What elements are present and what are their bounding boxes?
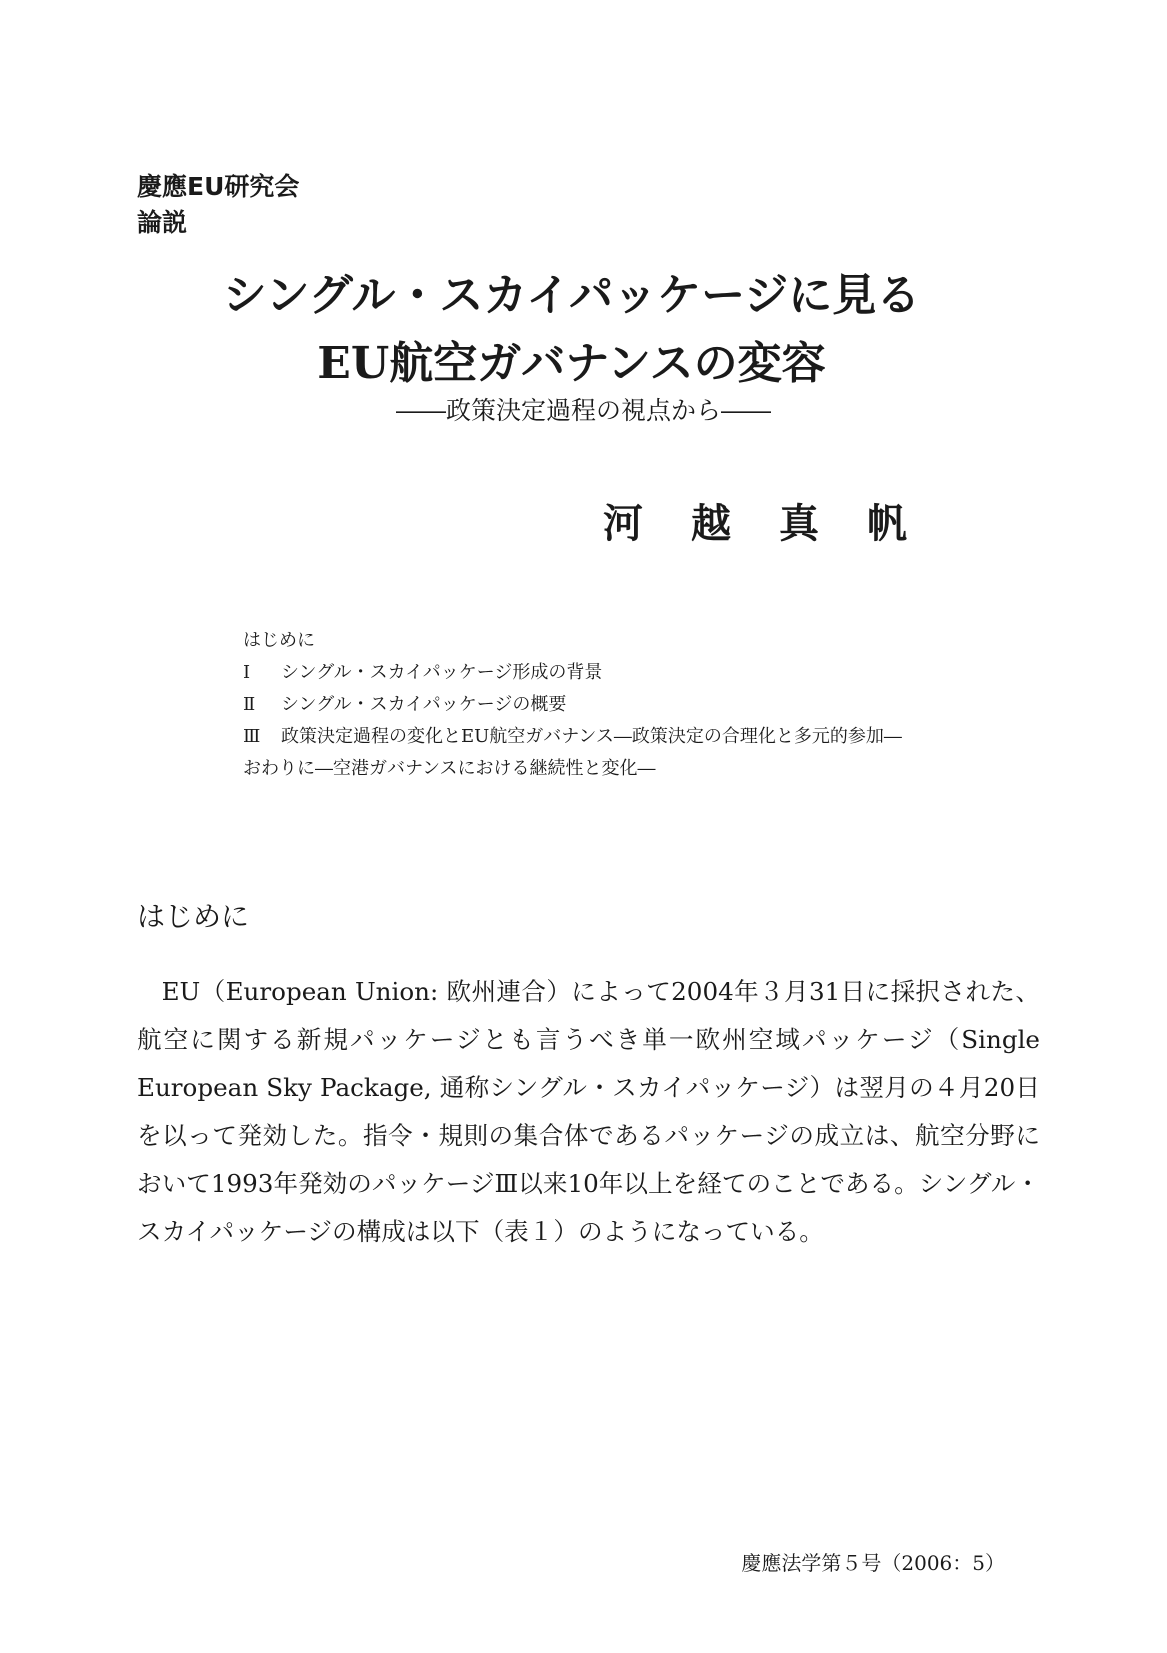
body-paragraph: EU（European Union: 欧州連合）によって2004年３月31日に採択された、航空に関する新規パッケージとも言うべき単一欧州空域パッケージ（Single European Sky Package, 通称シングル・スカイパッケージ）は翌月の４月20日を以って発効した。指令・規則の集合体であるパッケージの成立は、航空分野において1993年発効のパッケージⅢ以来10年以上を経てのことである。シングル・スカイパッケージの構成は以下（表１）のようになっている。: [137, 977, 1040, 1246]
toc-item-label: シングル・スカイパッケージ形成の背景: [281, 662, 603, 683]
journal-footer: 慶應法学第５号（2006：5）: [741, 1551, 1005, 1575]
toc-item: [243, 689, 902, 721]
toc-item-label: 政策決定過程の変化とEU航空ガバナンス―政策決定の合理化と多元的参加―: [281, 726, 902, 747]
section-heading: はじめに: [137, 900, 250, 933]
title-line-1: シングル・スカイパッケージに見る: [222, 270, 921, 321]
author-name: 河越真帆: [603, 500, 955, 547]
title-line-2: EU航空ガバナンスの変容: [317, 338, 826, 389]
toc-item: [243, 721, 902, 753]
toc-item-label: シングル・スカイパッケージの概要: [281, 694, 567, 715]
table-of-contents: [243, 625, 902, 785]
toc-item: [243, 625, 902, 657]
toc-item-label: はじめに: [243, 630, 315, 651]
section-type-label: 論説: [137, 208, 188, 237]
toc-item: [243, 753, 902, 785]
toc-item-number: Ⅱ: [243, 694, 256, 715]
toc-item-number: Ⅲ: [243, 726, 261, 747]
subtitle: ――政策決定過程の視点から――: [395, 396, 771, 425]
toc-item-label: おわりに―空港ガバナンスにおける継続性と変化―: [243, 758, 656, 779]
toc-item: [243, 657, 902, 689]
toc-item-number: Ⅰ: [243, 662, 251, 683]
organization-label: 慶應EU研究会: [137, 172, 300, 201]
